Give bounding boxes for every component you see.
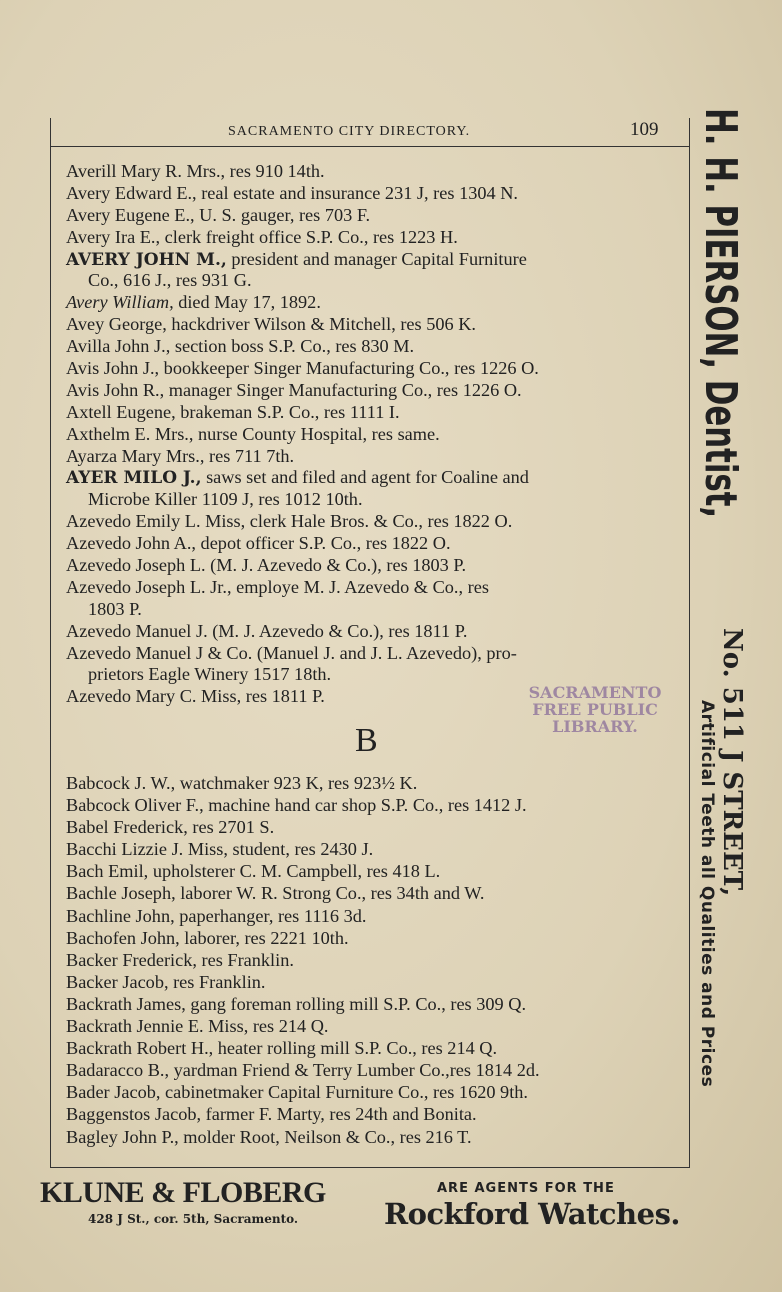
entry-text: Ayarza Mary Mrs., res 711 7th. [66,445,295,466]
entry-text: saws set and filed and agent for Coaline and [201,467,529,488]
directory-entry-line [66,1059,540,1081]
entry-text: Azevedo Mary C. Miss, res 1811 P. [66,686,325,707]
entry-text: Babcock J. W., watchmaker 923 K, res 923½ K. [66,773,418,793]
directory-entry-line [66,489,363,511]
entry-text: Azevedo Emily L. Miss, clerk Hale Bros. & Co., res 1822 O. [66,511,513,532]
entry-name-bold: AYER MILO J., [66,468,202,489]
directory-entry-line [66,860,440,882]
stamp-line: SACRAMENTO [528,683,662,702]
directory-entry-line [66,161,325,183]
directory-entry-line [66,533,451,555]
directory-entry-line [66,424,440,446]
directory-entry-line [66,205,370,227]
entry-text: Backer Jacob, res Franklin. [66,971,266,992]
running-title: SACRAMENTO CITY DIRECTORY. [228,124,471,139]
entry-text: Azevedo Manuel J & Co. (Manuel J. and J. L. Azevedo), pro- [66,642,517,663]
entry-text: died May 17, 1892. [173,292,321,313]
directory-entry-line [66,270,252,292]
directory-entry-line [66,621,467,643]
entry-text: Bachline John, paperhanger, res 1116 3d. [66,905,367,926]
entry-text: Avery Edward E., real estate and insurance 231 J, res 1304 N. [66,182,518,203]
entry-text: Backer Frederick, res Franklin. [66,949,294,970]
entry-text: Bachofen John, laborer, res 2221 10th. [66,927,349,948]
entries-section-a [66,161,686,708]
entry-name-bold: AVERY JOHN M., [66,249,227,270]
entry-text: prietors Eagle Winery 1517 18th. [88,664,332,685]
entry-text: Azevedo Manuel J. (M. J. Azevedo & Co.), res 1811 P. [66,620,468,641]
entry-text: Bader Jacob, cabinetmaker Capital Furniture Co., res 1620 9th. [66,1082,528,1103]
stamp-line: LIBRARY. [552,717,638,736]
entry-text: Baggenstos Jacob, farmer F. Marty, res 24th and Bonita. [66,1104,477,1125]
entry-text: Avilla John J., section boss S.P. Co., res 830 M. [66,336,415,357]
entry-text: Badaracco B., yardman Friend & Terry Lumber Co.,res 1814 2d. [66,1060,540,1081]
directory-entry-line [66,380,522,402]
entry-text: Bagley John P., molder Root, Neilson & Co., res 216 T. [66,1126,472,1147]
entry-text: Avey George, hackdriver Wilson & Mitchell, res 506 K. [66,314,476,335]
directory-entry-line [66,838,373,860]
directory-entry-line [66,993,526,1015]
directory-entry-line [66,227,458,249]
directory-entry-line [66,1103,477,1125]
side-ad-tagline: Artificial Teeth all Qualities and Prices [697,700,717,1088]
entry-text: Azevedo John A., depot officer S.P. Co., res 1822 O. [66,533,451,554]
directory-entry-line [66,949,294,971]
directory-entry-line [66,927,349,949]
directory-entry-line [66,1126,472,1148]
entry-name-italic: Avery William, [66,292,174,313]
directory-entry-line [66,577,489,599]
directory-entry-line [66,971,266,993]
directory-entry-line [66,905,366,927]
entry-text: Avis John J., bookkeeper Singer Manufacturing Co., res 1226 O. [66,358,539,379]
entry-text: Azevedo Joseph L. (M. J. Azevedo & Co.), res 1803 P. [66,555,467,576]
footer-ad-title: KLUNE & FLOBERG [40,1176,326,1209]
entry-text: Backrath Robert H., heater rolling mill S.P. Co., res 214 Q. [66,1038,498,1059]
side-ad-address: No. 511 J STREET, [717,628,747,897]
directory-entry-line [66,467,529,489]
directory-entry-line [66,599,142,621]
directory-entry-line [66,183,518,205]
stamp-line: FREE PUBLIC [532,700,658,719]
footer-ad-address: 428 J St., cor. 5th, Sacramento. [88,1212,299,1226]
entry-text: Avery Ira E., clerk freight office S.P. Co., res 1223 H. [66,226,458,247]
directory-entry-line [66,446,294,468]
entry-text: Babcock Oliver F., machine hand car shop S.P. Co., res 1412 J. [66,795,527,816]
section-heading-b: B [355,722,378,759]
library-stamp [520,684,670,735]
directory-entry-line [66,686,325,708]
directory-entry-line [66,816,274,838]
directory-entry-line [66,1037,497,1059]
entry-text: Backrath James, gang foreman rolling mill S.P. Co., res 309 Q. [66,993,527,1014]
directory-entry-line [66,664,331,686]
directory-entry-line [66,292,321,314]
directory-entry-line [66,772,417,794]
entry-text: Bacchi Lizzie J. Miss, student, res 2430 J. [66,839,374,860]
directory-entry-line [66,402,400,424]
entry-text: Bach Emil, upholsterer C. M. Campbell, res 418 L. [66,861,441,882]
directory-entry-line [66,794,527,816]
entry-text: Averill Mary R. Mrs., res 910 14th. [66,161,325,181]
entry-text: Axthelm E. Mrs., nurse County Hospital, res same. [66,423,440,444]
entry-text: Axtell Eugene, brakeman S.P. Co., res 1111 I. [66,401,400,422]
directory-entry-line [66,314,476,336]
directory-entry-line [66,511,512,533]
directory-entry-line [66,1081,528,1103]
directory-entry-line [66,358,539,380]
directory-entry-line [66,882,484,904]
entries-section-b [66,772,686,1148]
directory-entry-line [66,249,527,271]
entry-text: Babel Frederick, res 2701 S. [66,817,275,838]
header-rule [50,146,690,147]
entry-text: president and manager Capital Furniture [226,248,527,269]
entry-text: Azevedo Joseph L. Jr., employe M. J. Azevedo & Co., res [66,576,489,597]
entry-text: Microbe Killer 1109 J, res 1012 10th. [88,489,363,510]
side-ad-name: H. H. PIERSON, Dentist, [695,108,746,519]
entry-text: Avery Eugene E., U. S. gauger, res 703 F. [66,204,371,225]
directory-entry-line [66,1015,329,1037]
entry-text: Bachle Joseph, laborer W. R. Strong Co., res 34th and W. [66,883,485,904]
footer-ad-product: Rockford Watches. [384,1197,681,1231]
entry-text: Co., 616 J., res 931 G. [88,270,252,291]
directory-entry-line [66,555,466,577]
entry-text: Backrath Jennie E. Miss, res 214 Q. [66,1016,329,1037]
directory-entry-line [66,643,517,665]
page-number: 109 [630,119,659,140]
directory-entry-line [66,336,414,358]
entry-text: 1803 P. [88,598,142,619]
entry-text: Avis John R., manager Singer Manufacturing Co., res 1226 O. [66,379,522,400]
footer-ad-agents: ARE AGENTS FOR THE [437,1181,615,1196]
